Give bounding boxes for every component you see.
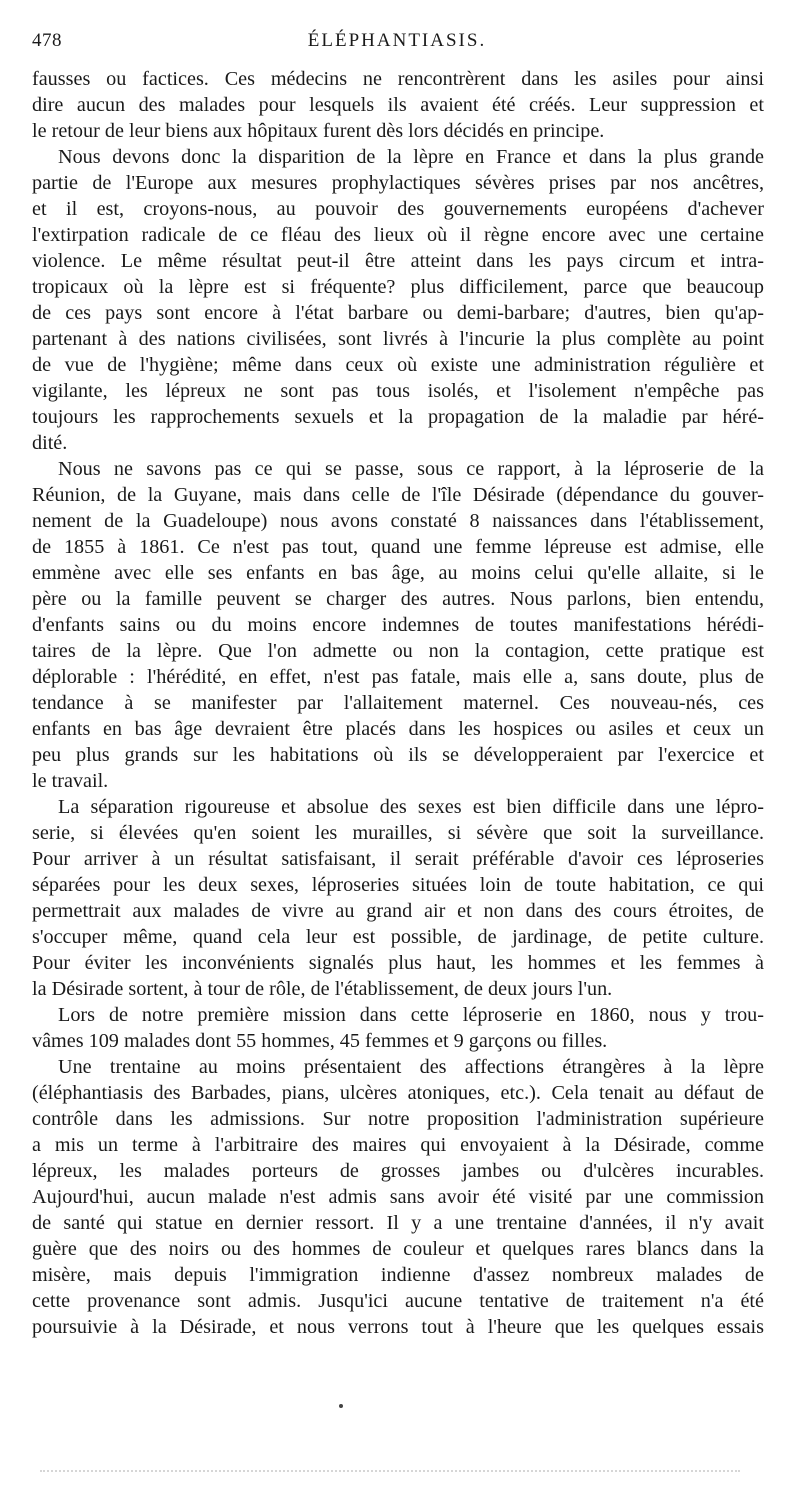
text-line: de ces pays sont encore à l'état barbare ou demi-barbare; d'autres, bien qu'ap- (32, 302, 764, 324)
text-line: déplorable : l'hérédité, en effet, n'est pas fatale, mais elle a, sans doute, plus de (32, 666, 764, 688)
text-line: fausses ou factices. Ces médecins ne rencontrèrent dans les asiles pour ainsi (32, 68, 764, 90)
text-line: serie, si élevées qu'en soient les murailles, si sévère que soit la surveillance. (32, 822, 764, 844)
text-line: violence. Le même résultat peut-il être atteint dans les pays circum et intra- (32, 250, 764, 272)
text-line: guère que des noirs ou des hommes de couleur et quelques rares blancs dans la (32, 1238, 764, 1260)
text-line: de vue de l'hygiène; même dans ceux où existe une administration régulière et (32, 354, 764, 376)
text-line: Aujourd'hui, aucun malade n'est admis sans avoir été visité par une commission (32, 1186, 764, 1208)
text-line: de santé qui statue en dernier ressort. Il y a une trentaine d'années, il n'y avait (32, 1212, 764, 1234)
running-title: ÉLÉPHANTIASIS. (307, 30, 487, 51)
page-bottom-marks (40, 1470, 740, 1476)
text-line: La séparation rigoureuse et absolue des sexes est bien difficile dans une lépro- (58, 796, 764, 818)
text-line: le travail. (32, 770, 109, 792)
text-line: nement de la Guadeloupe) nous avons constaté 8 naissances dans l'établissement, (32, 510, 764, 532)
text-line: tendance à se manifester par l'allaitement maternel. Ces nouveau-nés, ces (32, 692, 764, 714)
text-line: Une trentaine au moins présentaient des affections étrangères à la lèpre (58, 1056, 764, 1078)
page-header (32, 30, 762, 56)
printer-mark (339, 1404, 343, 1408)
page-number: 478 (32, 30, 62, 51)
text-line: dire aucun des malades pour lesquels ils avaient été créés. Leur suppression et (32, 94, 764, 116)
text-line: Lors de notre première mission dans cette léproserie en 1860, nous y trou- (58, 1004, 764, 1026)
text-line: permettrait aux malades de vivre au grand air et non dans des cours étroites, de (32, 900, 764, 922)
text-line: le retour de leur biens aux hôpitaux furent dès lors décidés en principe. (32, 120, 605, 142)
text-line: lépreux, les malades porteurs de grosses jambes ou d'ulcères incurables. (32, 1160, 764, 1182)
text-line: et il est, croyons-nous, au pouvoir des gouvernements européens d'achever (32, 198, 764, 220)
text-line: Pour éviter les inconvénients signalés plus haut, les hommes et les femmes à (32, 952, 764, 974)
text-line: contrôle dans les admissions. Sur notre proposition l'administration supérieure (32, 1108, 764, 1130)
text-line: Nous devons donc la disparition de la lèpre en France et dans la plus grande (58, 146, 764, 168)
text-line: tropicaux où la lèpre est si fréquente? plus difficilement, parce que beaucoup (32, 276, 764, 298)
text-line: (éléphantiasis des Barbades, pians, ulcères atoniques, etc.). Cela tenait au défaut de (32, 1082, 764, 1104)
text-line: misère, mais depuis l'immigration indienne d'assez nombreux malades de (32, 1264, 764, 1286)
text-line: partie de l'Europe aux mesures prophylactiques sévères prises par nos ancêtres, (32, 172, 764, 194)
text-line: cette provenance sont admis. Jusqu'ici aucune tentative de traitement n'a été (32, 1290, 764, 1312)
text-line: la Désirade sortent, à tour de rôle, de l'établissement, de deux jours l'un. (32, 978, 613, 1000)
text-line: Nous ne savons pas ce qui se passe, sous ce rapport, à la léproserie de la (58, 458, 764, 480)
text-line: a mis un terme à l'arbitraire des maires qui envoyaient à la Désirade, comme (32, 1134, 764, 1156)
text-line: emmène avec elle ses enfants en bas âge, au moins celui qu'elle allaite, si le (32, 562, 764, 584)
text-line: d'enfants sains ou du moins encore indemnes de toutes manifestations hérédi- (32, 614, 764, 636)
text-line: peu plus grands sur les habitations où ils se développeraient par l'exercice et (32, 744, 764, 766)
text-line: séparées pour les deux sexes, léproseries situées loin de toute habitation, ce qui (32, 874, 764, 896)
text-line: s'occuper même, quand cela leur est possible, de jardinage, de petite culture. (32, 926, 764, 948)
text-line: toujours les rapprochements sexuels et la propagation de la maladie par héré- (32, 406, 764, 428)
text-line: de 1855 à 1861. Ce n'est pas tout, quand une femme lépreuse est admise, elle (32, 536, 764, 558)
body-text (32, 66, 764, 1340)
text-line: taires de la lèpre. Que l'on admette ou non la contagion, cette pratique est (32, 640, 764, 662)
text-line: l'extirpation radicale de ce fléau des lieux où il règne encore avec une certaine (32, 224, 764, 246)
text-line: Pour arriver à un résultat satisfaisant, il serait préférable d'avoir ces léproseries (32, 848, 764, 870)
text-line: dité. (32, 432, 68, 454)
text-line: poursuivie à la Désirade, et nous verrons tout à l'heure que les quelques essais (32, 1316, 764, 1338)
text-line: Réunion, de la Guyane, mais dans celle de l'île Désirade (dépendance du gouver- (32, 484, 764, 506)
text-line: enfants en bas âge devraient être placés dans les hospices ou asiles et ceux un (32, 718, 764, 740)
text-line: vâmes 109 malades dont 55 hommes, 45 femmes et 9 garçons ou filles. (32, 1030, 608, 1052)
text-line: partenant à des nations civilisées, sont livrés à l'incurie la plus complète au point (32, 328, 764, 350)
text-line: père ou la famille peuvent se charger des autres. Nous parlons, bien entendu, (32, 588, 764, 610)
text-line: vigilante, les lépreux ne sont pas tous isolés, et l'isolement n'empêche pas (32, 380, 764, 402)
